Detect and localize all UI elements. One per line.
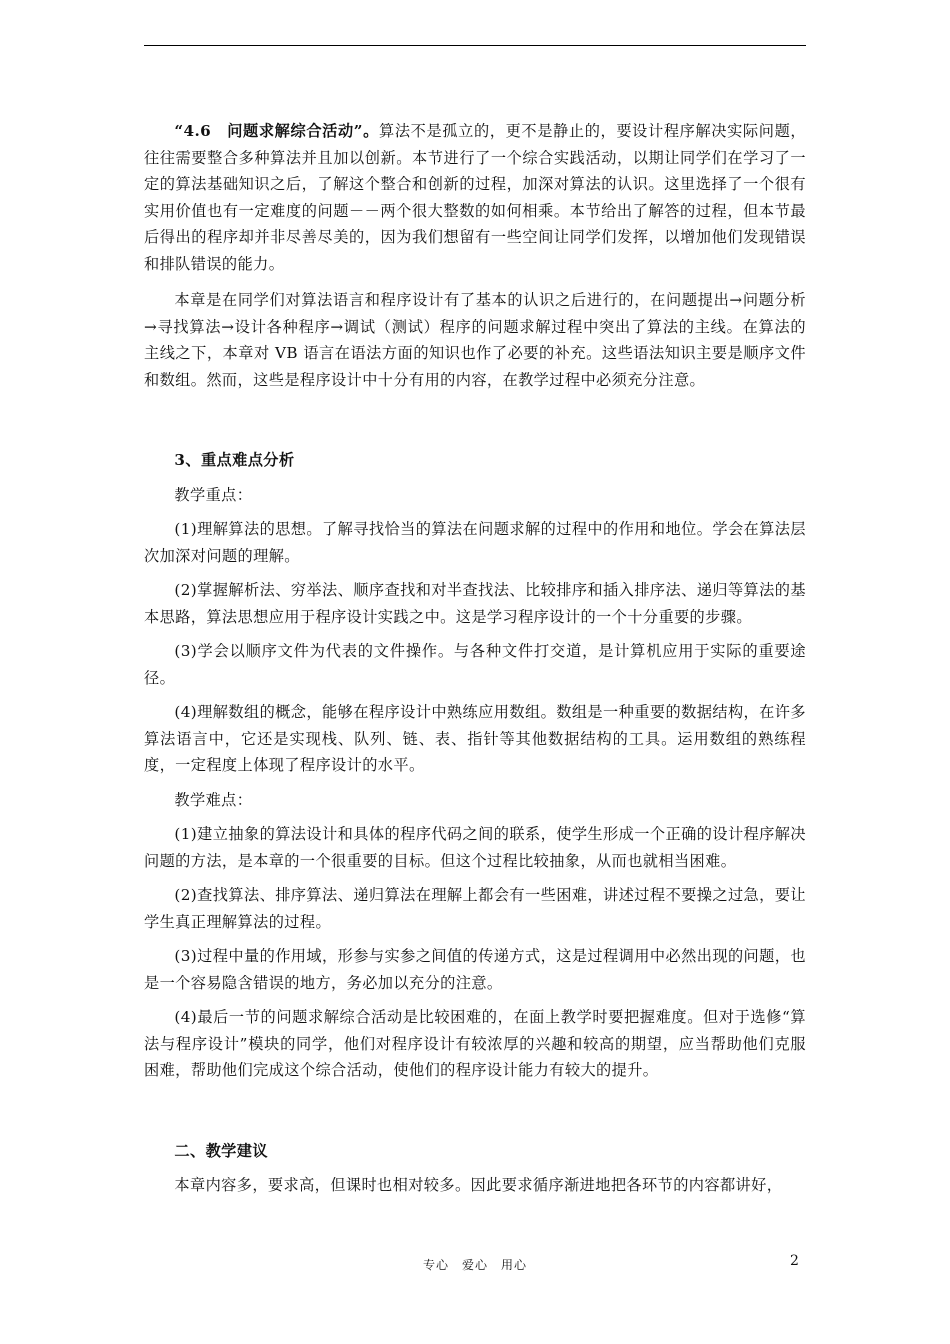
section-two-heading: 二、教学建议 [174, 1141, 268, 1160]
section-two-intro: 本章内容多，要求高，但课时也相对较多。因此要求循序渐进地把各环节的内容都讲好， [174, 1176, 783, 1194]
footer-motto: 专心 爱心 用心 [422, 1258, 527, 1272]
section-4-6-title: “4.6 问题求解综合活动”。 [174, 122, 379, 140]
section-3-heading: 3、重点难点分析 [174, 451, 295, 469]
paragraph-chapter-summary: 本章是在同学们对算法语言和程序设计有了基本的认识之后进行的，在问题提出→问题分析→寻找算法→设计各种程序→调试（测试）程序的问题求解过程中突出了算法的主线。在算法的主线之下，本章对 VB 语言在语法方面的知识也作了必要的补充。这些语法知识主要是顺序文件和数组。然而，这些是程序设计中十分有用的内容，在教学过程中必须充分注意。 [144, 291, 806, 389]
paragraph-4-6-activity [144, 118, 806, 277]
paragraph-4-6-body: 算法不是孤立的，更不是静止的，要设计程序解决实际问题，往往需要整合多种算法并且加以创新。本节进行了一个综合实践活动，以期让同学们在学习了一定的算法基础知识之后，了解这个整合和创新的过程，加深对算法的认识。这里选择了一个很有实用价值也有一定难度的问题－－两个很大整数的如何相乘。本节给出了解答的过程，但本节最后得出的程序却并非尽善尽美的，因为我们想留有一些空间让同学们发挥，以增加他们发现错误和排队错误的能力。 [144, 122, 806, 273]
difficulty-item-4: (4)最后一节的问题求解综合活动是比较困难的，在面上教学时要把握难度。但对于选修“算法与程序设计”模块的同学，他们对程序设计有较浓厚的兴趣和较高的期望，应当帮助他们克服困难，帮助他们完成这个综合活动，使他们的程序设计能力有较大的提升。 [144, 1008, 806, 1079]
focus-label: 教学重点： [174, 485, 253, 504]
focus-item-2: (2)掌握解析法、穷举法、顺序查找和对半查找法、比较排序和插入排序法、递归等算法的基本思路，算法思想应用于程序设计实践之中。这是学习程序设计的一个十分重要的步骤。 [144, 581, 806, 626]
difficulty-item-1: (1)建立抽象的算法设计和具体的程序代码之间的联系，使学生形成一个正确的设计程序解决问题的方法，是本章的一个很重要的目标。但这个过程比较抽象，从而也就相当困难。 [144, 825, 806, 870]
header-rule [144, 45, 806, 46]
document-body [144, 118, 806, 1199]
focus-item-3: (3)学会以顺序文件为代表的文件操作。与各种文件打交道，是计算机应用于实际的重要途径。 [144, 642, 806, 687]
difficulty-item-2: (2)查找算法、排序算法、递归算法在理解上都会有一些困难，讲述过程不要操之过急，要让学生真正理解算法的过程。 [144, 886, 806, 931]
difficulty-label: 教学难点： [174, 790, 253, 809]
difficulty-item-3: (3)过程中量的作用域，形参与实参之间值的传递方式，这是过程调用中必然出现的问题，也是一个容易隐含错误的地方，务必加以充分的注意。 [144, 947, 806, 992]
focus-item-1: (1)理解算法的思想。了解寻找恰当的算法在问题求解的过程中的作用和地位。学会在算法层次加深对问题的理解。 [144, 520, 806, 565]
focus-item-4: (4)理解数组的概念，能够在程序设计中熟练应用数组。数组是一种重要的数据结构，在许多算法语言中，它还是实现栈、队列、链、表、指针等其他数据结构的工具。运用数组的熟练程度，一定程度上体现了程序设计的水平。 [144, 703, 806, 774]
page-number: 2 [790, 1253, 799, 1269]
